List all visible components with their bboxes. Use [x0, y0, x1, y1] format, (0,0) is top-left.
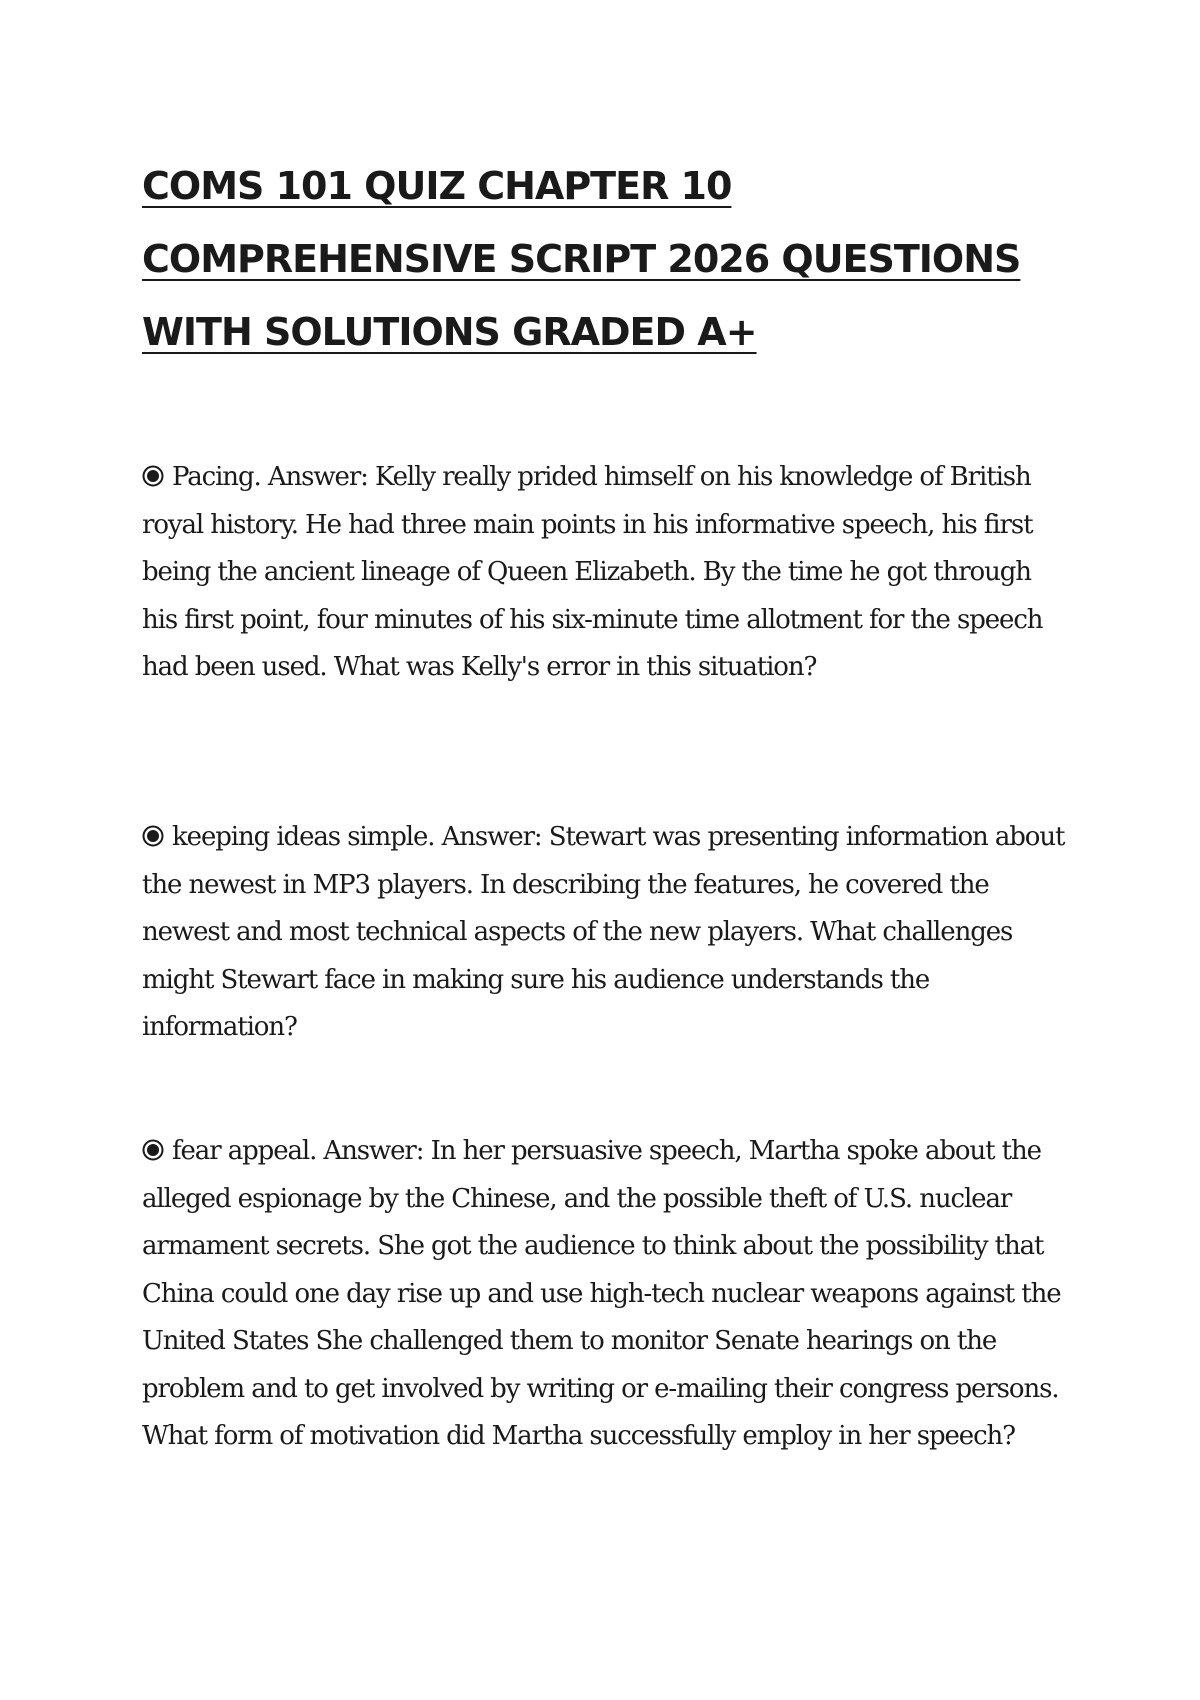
- question-item-2: [142, 814, 1072, 1052]
- title-line-2: COMPREHENSIVE SCRIPT 2026 QUESTIONS: [142, 237, 1021, 281]
- document-title: [142, 150, 1062, 369]
- title-line-3: WITH SOLUTIONS GRADED A+: [142, 310, 757, 354]
- question-item-text: fear appeal. Answer: In her persuasive speech, Martha spoke about the alleged espionage by the Chinese, and the possible theft of U.S. nuclear armament secrets. She got the audience to think about the possibility that China could one day rise up and use high-tech nuclear weapons against the United States She challenged them to monitor Senate hearings on the problem and to get involved by writing or e-mailing their congress persons. What form of motivation did Martha successfully employ in her speech?: [142, 1136, 1061, 1451]
- question-item-text: Pacing. Answer: Kelly really prided himself on his knowledge of British royal history. He had three main points in his informative speech, his first being the ancient lineage of Queen Elizabeth. By the time he got through his first point, four minutes of his six-minute time allotment for the speech had been used. What was Kelly's error in this situation?: [142, 462, 1043, 682]
- title-line-1: COMS 101 QUIZ CHAPTER 10: [142, 164, 732, 208]
- question-item-3: [142, 1128, 1072, 1461]
- radio-bullet-icon: [142, 465, 164, 487]
- question-item-1: [142, 454, 1072, 692]
- radio-bullet-icon: [142, 825, 164, 847]
- radio-bullet-icon: [142, 1139, 164, 1161]
- question-item-text: keeping ideas simple. Answer: Stewart was presenting information about the newest in MP3 players. In describing the features, he covered the newest and most technical aspects of the new players. What challenges might Stewart face in making sure his audience understands the information?: [142, 822, 1065, 1042]
